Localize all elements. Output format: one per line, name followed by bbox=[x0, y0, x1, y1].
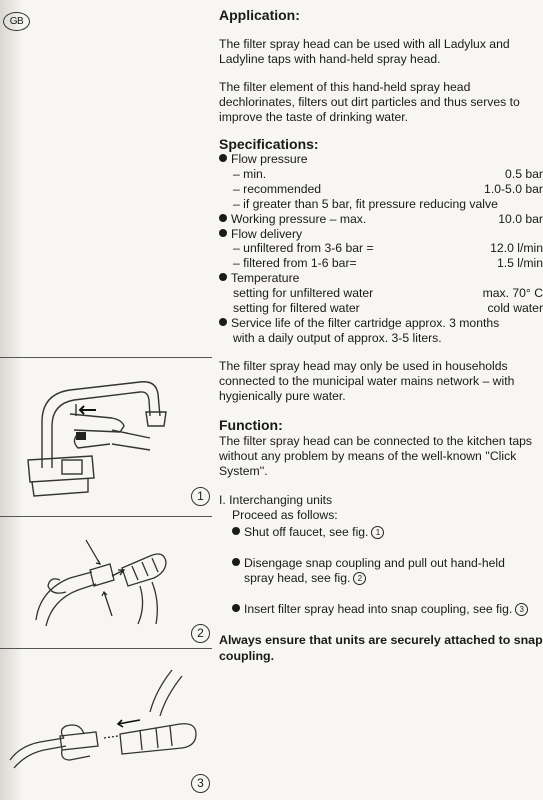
spec-label: Flow pressure bbox=[231, 152, 308, 166]
figure-ref: 1 bbox=[371, 526, 384, 539]
spec-value: max. 70° C bbox=[482, 286, 543, 300]
bullet bbox=[219, 154, 227, 162]
step-text: Disengage snap coupling and pull out hand-held bbox=[244, 556, 505, 570]
interchanging-title-text: I. Interchanging units bbox=[219, 493, 333, 507]
bullet bbox=[219, 229, 227, 237]
figure-divider bbox=[0, 648, 212, 649]
language-badge: GB bbox=[3, 12, 30, 31]
spec-label: – if greater than 5 bar, fit pressure reducing valve bbox=[233, 197, 498, 211]
step-text: Shut off faucet, see fig. bbox=[244, 525, 369, 539]
figure-ref: 3 bbox=[515, 603, 528, 616]
figure-divider bbox=[0, 516, 212, 517]
function-paragraph: The filter spray head can be connected to the kitchen taps without any problem by means of the well-known ''Click System''. bbox=[219, 434, 533, 478]
figure-divider bbox=[0, 357, 212, 358]
application-paragraph-2: The filter element of this hand-held spray head dechlorinates, filters out dirt particles and thus serves to improve the taste of drinking water. bbox=[219, 80, 520, 124]
spec-label: setting for filtered water bbox=[233, 301, 360, 315]
figure-number-2: 2 bbox=[191, 624, 210, 643]
figure-1 bbox=[0, 360, 212, 510]
figure-ref: 2 bbox=[353, 572, 366, 585]
spec-label: – filtered from 1-6 bar= bbox=[233, 256, 357, 270]
insert-spray-head-illustration bbox=[0, 650, 212, 800]
specifications-heading: Specifications: bbox=[219, 136, 319, 152]
spec-value: 10.0 bar bbox=[498, 212, 543, 226]
bullet bbox=[232, 527, 240, 535]
figure-number-3: 3 bbox=[191, 774, 210, 793]
spec-value: 12.0 l/min bbox=[490, 241, 543, 255]
figure-3 bbox=[0, 650, 212, 800]
spec-label: Service life of the filter cartridge approx. 3 months bbox=[231, 316, 500, 330]
warning-text: Always ensure that units are securely attached to snap coupling. bbox=[219, 633, 543, 663]
proceed-text: Proceed as follows: bbox=[232, 508, 338, 522]
snap-coupling-illustration bbox=[0, 520, 212, 640]
bullet bbox=[219, 318, 227, 326]
spec-label: Working pressure – max. bbox=[231, 212, 367, 226]
faucet-illustration bbox=[0, 360, 212, 510]
spec-label: with a daily output of approx. 3-5 liters. bbox=[233, 331, 442, 345]
households-paragraph: The filter spray head may only be used in households connected to the municipal water mains network – with hygienically pure water. bbox=[219, 359, 515, 403]
spec-label: Flow delivery bbox=[231, 227, 303, 241]
spec-label: – unfiltered from 3-6 bar = bbox=[233, 241, 374, 255]
spec-value: 1.5 l/min bbox=[496, 256, 543, 270]
step-text: Insert filter spray head into snap coupling, see fig. bbox=[244, 602, 513, 616]
spec-label: Temperature bbox=[231, 271, 300, 285]
function-heading: Function: bbox=[219, 417, 283, 433]
spec-value: cold water bbox=[487, 301, 543, 315]
bullet bbox=[232, 558, 240, 566]
figure-2 bbox=[0, 520, 212, 640]
application-heading: Application: bbox=[219, 7, 300, 23]
spec-label: – min. bbox=[233, 167, 267, 181]
spec-label: – recommended bbox=[233, 182, 322, 196]
bullet bbox=[219, 273, 227, 281]
bullet bbox=[219, 214, 227, 222]
bullet bbox=[232, 604, 240, 612]
spec-value: 0.5 bar bbox=[505, 167, 543, 181]
application-paragraph-1: The filter spray head can be used with all Ladylux and Ladyline taps with hand-held spray head. bbox=[219, 37, 510, 66]
spec-label: setting for unfiltered water bbox=[233, 286, 374, 300]
step-text: spray head, see fig. bbox=[244, 571, 351, 585]
spec-value: 1.0-5.0 bar bbox=[484, 182, 543, 196]
figure-number-1: 1 bbox=[191, 487, 210, 506]
